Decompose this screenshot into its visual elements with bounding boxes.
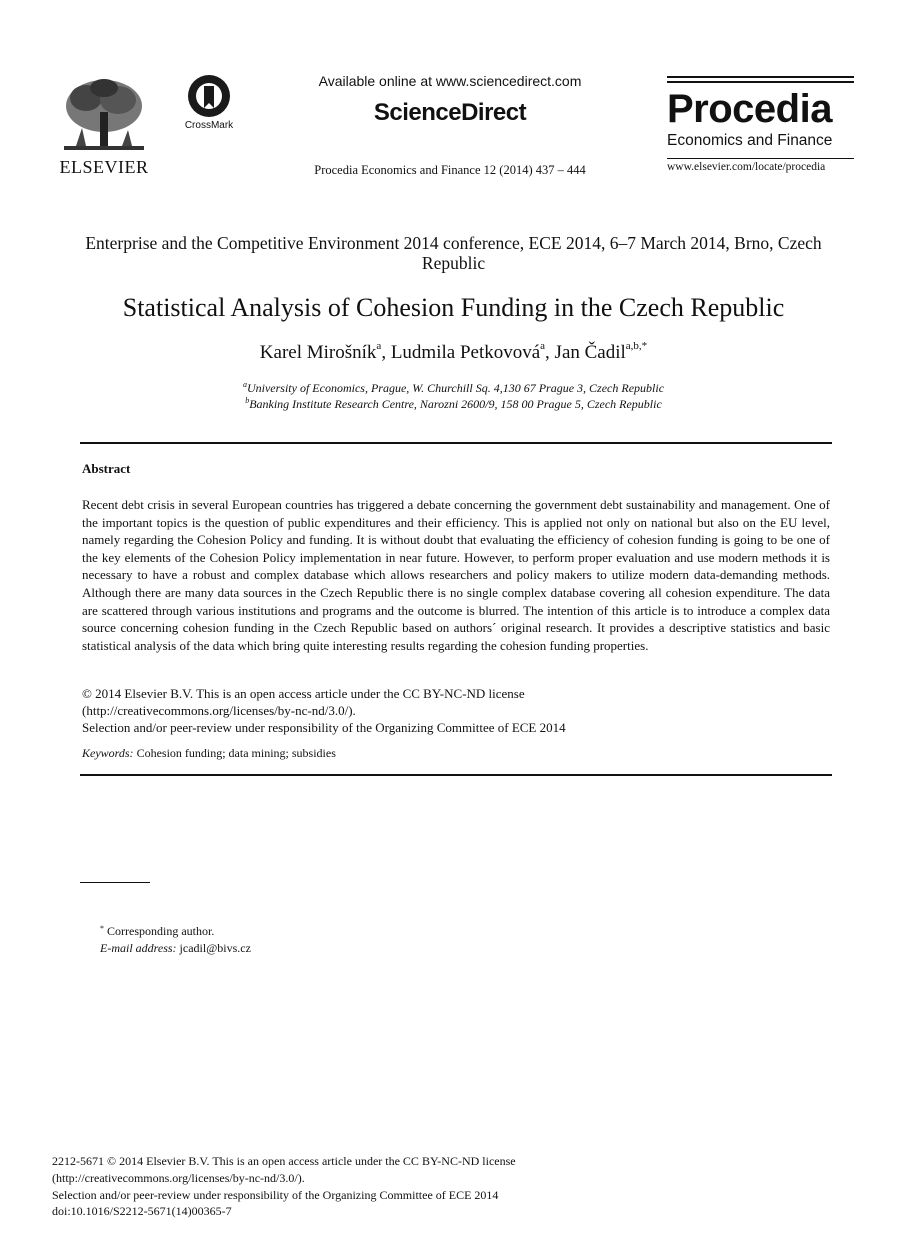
elsevier-logo <box>56 76 152 178</box>
bottom-peer-review: Selection and/or peer-review under responsibility of the Organizing Committee of ECE 2014 <box>52 1188 499 1202</box>
affiliation-sup: b <box>245 396 250 405</box>
available-online-text[interactable]: Available online at www.sciencedirect.com <box>318 73 582 89</box>
bottom-license-link[interactable]: (http://creativecommons.org/licenses/by-nc-nd/3.0/). <box>52 1171 305 1185</box>
elsevier-wordmark: ELSEVIER <box>59 157 149 177</box>
keywords-line <box>82 745 830 762</box>
keywords-text: Cohesion funding; data mining; subsidies <box>133 746 336 760</box>
article-title: Statistical Analysis of Cohesion Funding in the Czech Republic <box>122 293 785 322</box>
email-address[interactable]: jcadil@bivs.cz <box>176 941 251 955</box>
author-name: Jan Čadil <box>554 342 626 363</box>
abstract-heading: Abstract <box>82 461 131 476</box>
journal-citation: Procedia Economics and Finance 12 (2014) 437 – 444 <box>314 163 586 177</box>
procedia-subtitle: Economics and Finance <box>667 132 833 149</box>
email-note <box>100 941 251 956</box>
corresponding-author-note <box>100 924 214 939</box>
procedia-title: Procedia <box>667 87 832 131</box>
author-separator: , <box>381 342 391 363</box>
license-line: © 2014 Elsevier B.V. This is an open access article under the CC BY-NC-ND license <box>82 686 525 701</box>
procedia-rule <box>667 81 854 83</box>
author-affil-sup: a <box>376 340 382 352</box>
author-name: Ludmila Petkovová <box>390 342 541 363</box>
procedia-url-link[interactable]: www.elsevier.com/locate/procedia <box>667 158 854 173</box>
corresponding-text: Corresponding author. <box>104 924 215 938</box>
author-name: Karel Mirošník <box>259 342 377 363</box>
divider-bottom <box>80 774 832 776</box>
keywords-label: Keywords: <box>82 746 134 760</box>
footnote-rule <box>80 882 150 883</box>
license-block <box>82 685 830 736</box>
footnote-marker: * <box>100 924 104 933</box>
abstract-body: Recent debt crisis in several European countries has triggered a debate concerning the government debt sustainability and management. One of the important topics is the question of public expenditures and their efficiency. This is applied not only on national but also on the EU level, namely regarding the Cohesion Policy and funding. It is without doubt that evaluating the efficiency of cohesion funding is going to be one of the key elements of the Cohesion Policy implementation in near future. However, to perform proper evaluation and use modern methods it is necessary to have a robust and complex database which allows researchers and policy makers to utilize modern data-demanding methods. Although there are many data sources in the Czech Republic there is no single complex database covering all cohesion expenditure. The data are scattered through various institutions and programs and the outcome is blurred. The intention of this article is to introduce a complex data source concerning cohesion funding in the Czech Republic based on authors´ original research. It provides a descriptive statistics and basic statistical analysis of the data which bring quite interesting results regarding the cohesion funding properties. <box>82 497 830 653</box>
affiliation-sup: a <box>242 380 247 389</box>
email-label: E-mail address: <box>100 941 177 955</box>
procedia-logo <box>667 76 854 173</box>
sciencedirect-wordmark: ScienceDirect <box>373 99 527 126</box>
peer-review-line: Selection and/or peer-review under responsibility of the Organizing Committee of ECE 2014 <box>82 720 566 735</box>
crossmark-label: CrossMark <box>184 120 234 131</box>
author-affil-sup: a <box>540 340 546 352</box>
crossmark-icon <box>187 74 231 118</box>
procedia-rule <box>667 76 854 78</box>
author-separator: , <box>545 342 555 363</box>
affiliation-text: Banking Institute Research Centre, Narozni 2600/9, 158 00 Prague 5, Czech Republic <box>249 397 662 411</box>
author-affil-sup: a,b,* <box>625 340 648 352</box>
affiliation-b <box>40 396 867 412</box>
divider-top <box>80 442 832 444</box>
elsevier-tree-icon <box>56 76 152 156</box>
crossmark-badge[interactable] <box>178 74 240 131</box>
affiliation-text: University of Economics, Prague, W. Churchill Sq. 4,130 67 Prague 3, Czech Republic <box>246 381 665 395</box>
conference-line: Enterprise and the Competitive Environment 2014 conference, ECE 2014, 6–7 March 2014, Brno, Czech Republic <box>85 233 822 273</box>
author-list <box>40 342 867 364</box>
bottom-issn-line: 2212-5671 © 2014 Elsevier B.V. This is an open access article under the CC BY-NC-ND license <box>52 1154 516 1168</box>
bottom-doi[interactable]: doi:10.1016/S2212-5671(14)00365-7 <box>52 1204 232 1218</box>
affiliation-a <box>40 380 867 396</box>
license-link[interactable]: (http://creativecommons.org/licenses/by-nc-nd/3.0/). <box>82 703 356 718</box>
